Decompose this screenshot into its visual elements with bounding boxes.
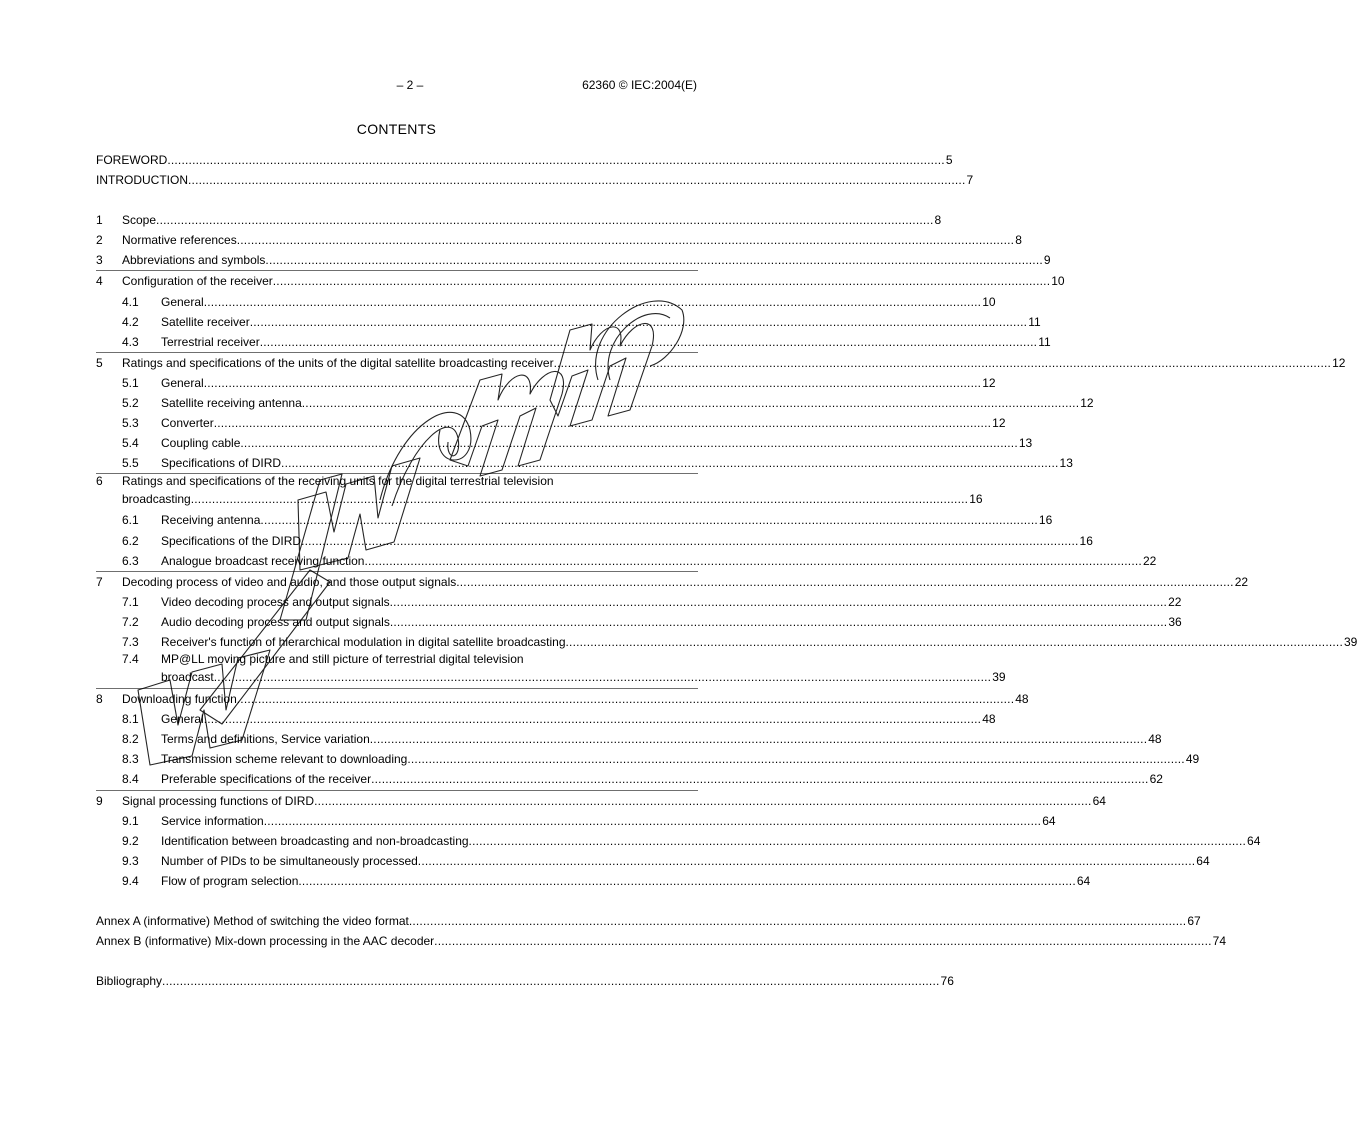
- toc-entry-text: [161, 831, 1261, 851]
- dot-leader: ............................................................................................................................................................................................................................: [369, 732, 1148, 747]
- toc-entry-text: [161, 652, 1006, 688]
- toc-entry-page: 64: [1042, 813, 1056, 828]
- toc-entry-page: 64: [1247, 833, 1261, 848]
- toc-entry-label: Identification between broadcasting and non-broadcasting: [161, 833, 469, 848]
- toc-entry-number: 9.4: [122, 873, 139, 888]
- toc-entry-text: [96, 911, 1201, 931]
- dot-leader: ............................................................................................................................................................................................................................: [553, 355, 1332, 370]
- toc-entry-page: 76: [940, 974, 954, 989]
- toc-entry-continuation: [161, 668, 1006, 686]
- toc-subsection-entry[interactable]: [96, 373, 996, 393]
- toc-entry-text: [161, 373, 996, 393]
- toc-entry-text: [161, 393, 1094, 413]
- toc-entry-label: Normative references: [122, 233, 237, 248]
- toc-entry-number: 6.3: [122, 553, 139, 568]
- dot-leader: ............................................................................................................................................................................................................................: [259, 334, 1038, 349]
- toc-entry-text: [161, 510, 1053, 530]
- toc-entry-label: Transmission scheme relevant to downloading: [161, 752, 408, 767]
- toc-bibliography-entry[interactable]: [96, 971, 954, 991]
- toc-entry-text: [122, 474, 983, 510]
- toc-entry-label: Number of PIDs to be simultaneously processed: [161, 853, 418, 868]
- toc-entry-text: [161, 433, 1033, 453]
- toc-entry-text: [96, 170, 974, 190]
- dot-leader: ............................................................................................................................................................................................................................: [407, 752, 1185, 767]
- toc-entry-text: [161, 292, 996, 312]
- toc-entry-label: Abbreviations and symbols: [122, 253, 266, 268]
- toc-entry-label: Signal processing functions of DIRD: [122, 793, 315, 808]
- toc-entry-text: [96, 931, 1226, 951]
- toc-entry-page: 10: [1051, 274, 1065, 289]
- toc-subsection-entry[interactable]: [96, 551, 1157, 571]
- dot-leader: ............................................................................................................................................................................................................................: [298, 873, 1076, 888]
- toc-subsection-entry[interactable]: [96, 851, 1210, 871]
- dot-leader: ............................................................................................................................................................................................................................: [272, 274, 1051, 289]
- toc-entry-number: 8.2: [122, 732, 139, 747]
- toc-entry-number: 5.2: [122, 396, 139, 411]
- toc-section-entry[interactable]: [96, 230, 1022, 250]
- toc-entry-label: Downloading function: [122, 692, 237, 707]
- toc-entry-page: 16: [1079, 533, 1093, 548]
- toc-entry-number: 6: [96, 474, 103, 489]
- toc-entry-number: 5.1: [122, 375, 139, 390]
- toc-entry-page: 12: [992, 416, 1006, 431]
- dot-leader: ............................................................................................................................................................................................................................: [314, 793, 1092, 808]
- dot-leader: ............................................................................................................................................................................................................................: [236, 692, 1015, 707]
- toc-entry-number: 5.3: [122, 416, 139, 431]
- toc-subsection-entry[interactable]: [96, 729, 1162, 749]
- toc-entry-number: 7: [96, 574, 103, 589]
- toc-entry-text: [96, 971, 954, 991]
- toc-entry-number: 8.1: [122, 712, 139, 727]
- toc-entry-page: 22: [1234, 574, 1249, 589]
- toc-entry-page: 48: [1015, 692, 1029, 707]
- toc-subsection-entry[interactable]: [96, 592, 1182, 612]
- dot-leader: ............................................................................................................................................................................................................................: [203, 294, 982, 309]
- toc-entry-label: Audio decoding process and output signals: [161, 614, 390, 629]
- toc-entry-page: 8: [934, 213, 942, 228]
- toc-entry-text: [161, 413, 1006, 433]
- dot-leader: ............................................................................................................................................................................................................................: [162, 974, 940, 989]
- toc-section-entry[interactable]: [96, 688, 1029, 709]
- toc-entry-number: 1: [96, 213, 103, 228]
- toc-entry-number: 4.1: [122, 294, 139, 309]
- toc-entry-label: Receiving antenna: [161, 513, 261, 528]
- toc-entry-label: General: [161, 294, 204, 309]
- toc-entry-text: [161, 871, 1091, 891]
- toc-entry-number: 6.2: [122, 533, 139, 548]
- toc-entry-page: 12: [1080, 396, 1094, 411]
- toc-entry-text: [122, 572, 1249, 592]
- toc-entry-label: Analogue broadcast receiving function: [161, 553, 365, 568]
- toc-entry-page: 10: [982, 294, 996, 309]
- toc-entry-label: Receiver's function of hierarchical modulation in digital satellite broadcasting: [161, 634, 566, 649]
- toc-entry-text: [161, 592, 1182, 612]
- toc-entry-label: Scope: [122, 213, 157, 228]
- dot-leader: ............................................................................................................................................................................................................................: [456, 574, 1234, 589]
- toc-entry-text: [122, 250, 1051, 270]
- toc-subsection-entry[interactable]: [96, 749, 1200, 769]
- toc-subsection-entry[interactable]: [96, 811, 1056, 831]
- toc-entry-page: 8: [1015, 233, 1022, 248]
- toc-section-entry[interactable]: [96, 352, 1346, 373]
- toc-entry-text: [122, 791, 1106, 811]
- toc-annex-entry[interactable]: [96, 911, 1201, 931]
- dot-leader: ............................................................................................................................................................................................................................: [260, 513, 1038, 528]
- toc-entry-label: Specifications of DIRD: [161, 456, 282, 471]
- toc-entry-label: Flow of program selection: [161, 873, 299, 888]
- toc-entry-number: 7.2: [122, 614, 139, 629]
- dot-leader: ............................................................................................................................................................................................................................: [417, 853, 1196, 868]
- toc-entry-page: 16: [969, 492, 983, 507]
- toc-entry-label: Annex A (informative) Method of switching the video format: [96, 914, 409, 928]
- table-of-contents: [96, 150, 1357, 991]
- toc-entry-number: 4.3: [122, 334, 139, 349]
- toc-entry-number: 7.1: [122, 594, 139, 609]
- dot-leader: ............................................................................................................................................................................................................................: [203, 375, 982, 390]
- toc-entry-text: [161, 312, 1041, 332]
- page-number: – 2 –: [396, 78, 424, 92]
- dot-leader: ............................................................................................................................................................................................................................: [389, 594, 1168, 609]
- toc-entry-page: 49: [1185, 752, 1200, 767]
- dot-leader: ............................................................................................................................................................................................................................: [301, 396, 1080, 411]
- dot-leader: ............................................................................................................................................................................................................................: [213, 670, 992, 685]
- toc-entry-label: broadcasting: [122, 492, 191, 507]
- toc-entry-label: General: [161, 375, 204, 390]
- toc-entry-label: MP@LL moving picture and still picture of terrestrial digital television: [161, 652, 524, 667]
- toc-entry-text: [161, 811, 1056, 831]
- toc-entry-text: [161, 632, 1357, 652]
- dot-leader: ............................................................................................................................................................................................................................: [240, 436, 1018, 451]
- toc-entry-page: 22: [1142, 553, 1157, 568]
- toc-entry-label: Ratings and specifications of the units of the digital satellite broadcasting receiver: [122, 355, 554, 370]
- toc-entry-text: [161, 551, 1157, 571]
- dot-leader: ............................................................................................................................................................................................................................: [364, 553, 1142, 568]
- toc-entry-page: 7: [966, 173, 974, 188]
- toc-subsection-entry[interactable]: [96, 453, 1073, 473]
- dot-leader: ............................................................................................................................................................................................................................: [263, 813, 1042, 828]
- dot-leader: ............................................................................................................................................................................................................................: [156, 213, 934, 228]
- dot-leader: ............................................................................................................................................................................................................................: [434, 934, 1212, 949]
- document-reference: 62360 © IEC:2004(E): [582, 78, 697, 92]
- spacer: [96, 190, 698, 210]
- toc-entry-label: Video decoding process and output signals: [161, 594, 390, 609]
- toc-entry-label: Decoding process of video and audio, and those output signals: [122, 574, 457, 589]
- spacer: [96, 951, 698, 971]
- toc-entry-page: 9: [1043, 253, 1051, 268]
- toc-section-entry[interactable]: [96, 473, 983, 510]
- toc-entry-number: 9: [96, 793, 103, 808]
- toc-entry-text: [122, 210, 942, 230]
- toc-subsection-entry[interactable]: [96, 393, 1094, 413]
- dot-leader: ............................................................................................................................................................................................................................: [281, 456, 1059, 471]
- toc-entry-label: Configuration of the receiver: [122, 274, 273, 289]
- toc-entry-page: 12: [982, 375, 996, 390]
- toc-entry-text: [161, 612, 1182, 632]
- toc-entry-page: 64: [1196, 853, 1210, 868]
- toc-section-entry[interactable]: [96, 250, 1051, 270]
- dot-leader: ............................................................................................................................................................................................................................: [236, 233, 1015, 248]
- toc-entry-number: 6.1: [122, 513, 139, 528]
- toc-entry-number: 9.3: [122, 853, 139, 868]
- toc-subsection-entry[interactable]: [96, 769, 1163, 789]
- dot-leader: ............................................................................................................................................................................................................................: [167, 153, 945, 167]
- toc-entry-page: 11: [1028, 314, 1041, 329]
- toc-entry-continuation: [122, 490, 983, 508]
- toc-entry-label: Converter: [161, 416, 214, 431]
- toc-entry-number: 8.4: [122, 772, 139, 787]
- dot-leader: ............................................................................................................................................................................................................................: [389, 614, 1168, 629]
- toc-entry-label: Preferable specifications of the receiver: [161, 772, 372, 787]
- toc-entry-label: Ratings and specifications of the receiving units for the digital terrestrial television: [122, 474, 554, 489]
- toc-front-matter-entry[interactable]: [96, 170, 974, 190]
- toc-entry-text: [161, 531, 1093, 551]
- toc-entry-number: 8.3: [122, 752, 139, 767]
- toc-entry-number: 3: [96, 253, 103, 268]
- toc-entry-label: Satellite receiver: [161, 314, 250, 329]
- toc-entry-label: Annex B (informative) Mix-down processing in the AAC decoder: [96, 934, 435, 949]
- toc-entry-text: [122, 689, 1029, 709]
- toc-entry-page: 12: [1332, 355, 1346, 370]
- toc-entry-label: FOREWORD: [96, 153, 168, 167]
- toc-subsection-entry[interactable]: [96, 632, 1357, 652]
- toc-entry-page: 13: [1059, 456, 1073, 471]
- toc-entry-page: 13: [1018, 436, 1033, 451]
- toc-entry-number: 9.1: [122, 813, 139, 828]
- contents-title: CONTENTS: [356, 121, 437, 137]
- dot-leader: ............................................................................................................................................................................................................................: [265, 253, 1043, 268]
- toc-entry-page: 74: [1212, 934, 1226, 949]
- toc-section-entry[interactable]: [96, 210, 942, 230]
- toc-entry-label: Coupling cable: [161, 436, 241, 451]
- toc-subsection-entry[interactable]: [96, 831, 1261, 851]
- toc-entry-page: 39: [1344, 634, 1357, 649]
- toc-entry-page: 64: [1076, 873, 1091, 888]
- toc-entry-text: [96, 150, 953, 170]
- toc-entry-text: [122, 271, 1065, 291]
- toc-entry-page: 5: [945, 153, 953, 167]
- toc-subsection-entry[interactable]: [96, 332, 1051, 352]
- toc-entry-label: Bibliography: [96, 974, 163, 989]
- toc-subsection-entry[interactable]: [96, 433, 1033, 453]
- dot-leader: ............................................................................................................................................................................................................................: [203, 712, 982, 727]
- dot-leader: ............................................................................................................................................................................................................................: [249, 314, 1028, 329]
- dot-leader: ............................................................................................................................................................................................................................: [371, 772, 1149, 787]
- toc-entry-number: 7.4: [122, 652, 139, 667]
- toc-entry-page: 39: [992, 670, 1006, 685]
- toc-entry-label: INTRODUCTION: [96, 173, 188, 188]
- toc-entry-page: 48: [1148, 732, 1162, 747]
- toc-annex-entry[interactable]: [96, 931, 1226, 951]
- toc-subsection-entry[interactable]: [96, 292, 996, 312]
- toc-entry-text: [122, 230, 1022, 250]
- toc-entry-page: 62: [1149, 772, 1163, 787]
- toc-entry-page: 67: [1187, 914, 1201, 928]
- toc-entry-text: [161, 729, 1162, 749]
- toc-entry-text: [122, 353, 1346, 373]
- toc-entry-text: [161, 749, 1200, 769]
- toc-subsection-entry[interactable]: [96, 510, 1053, 530]
- toc-entry-label: Specifications of the DIRD: [161, 533, 302, 548]
- toc-entry-label: Terms and definitions, Service variation: [161, 732, 370, 747]
- toc-entry-label: broadcast: [161, 670, 214, 685]
- dot-leader: ............................................................................................................................................................................................................................: [213, 416, 992, 431]
- toc-entry-number: 5: [96, 355, 103, 370]
- dot-leader: ............................................................................................................................................................................................................................: [301, 533, 1079, 548]
- toc-entry-page: 11: [1038, 334, 1051, 349]
- toc-entry-label: Satellite receiving antenna: [161, 396, 302, 411]
- toc-entry-text: [161, 851, 1210, 871]
- dot-leader: ............................................................................................................................................................................................................................: [188, 173, 966, 188]
- toc-subsection-entry[interactable]: [96, 612, 1182, 632]
- toc-entry-label: Terrestrial receiver: [161, 334, 260, 349]
- toc-entry-number: 5.4: [122, 436, 139, 451]
- toc-entry-page: 48: [982, 712, 996, 727]
- toc-subsection-entry[interactable]: [96, 531, 1093, 551]
- toc-entry-label: General: [161, 712, 204, 727]
- toc-section-entry[interactable]: [96, 270, 1065, 291]
- toc-entry-text: [161, 453, 1073, 473]
- toc-entry-number: 9.2: [122, 833, 139, 848]
- toc-subsection-entry[interactable]: [96, 709, 996, 729]
- toc-entry-number: 8: [96, 692, 103, 707]
- toc-entry-page: 64: [1092, 793, 1106, 808]
- toc-entry-page: 36: [1168, 614, 1182, 629]
- toc-subsection-entry[interactable]: [96, 652, 1006, 688]
- toc-front-matter-entry[interactable]: [96, 150, 953, 170]
- toc-entry-number: 4: [96, 274, 103, 289]
- toc-entry-number: 7.3: [122, 634, 139, 649]
- dot-leader: ............................................................................................................................................................................................................................: [565, 634, 1343, 649]
- toc-section-entry[interactable]: [96, 571, 1249, 592]
- toc-entry-text: [161, 332, 1051, 352]
- toc-entry-number: 2: [96, 233, 103, 248]
- spacer: [96, 891, 698, 911]
- toc-subsection-entry[interactable]: [96, 312, 1041, 332]
- dot-leader: ............................................................................................................................................................................................................................: [190, 492, 969, 507]
- dot-leader: ............................................................................................................................................................................................................................: [408, 914, 1187, 928]
- toc-subsection-entry[interactable]: [96, 413, 1006, 433]
- dot-leader: ............................................................................................................................................................................................................................: [468, 833, 1247, 848]
- toc-entry-number: 5.5: [122, 456, 139, 471]
- toc-entry-text: [161, 769, 1163, 789]
- toc-entry-page: 22: [1168, 594, 1182, 609]
- toc-subsection-entry[interactable]: [96, 871, 1091, 891]
- toc-entry-number: 4.2: [122, 314, 139, 329]
- toc-section-entry[interactable]: [96, 790, 1106, 811]
- toc-entry-page: 16: [1038, 513, 1053, 528]
- toc-entry-label: Service information: [161, 813, 264, 828]
- toc-entry-text: [161, 709, 996, 729]
